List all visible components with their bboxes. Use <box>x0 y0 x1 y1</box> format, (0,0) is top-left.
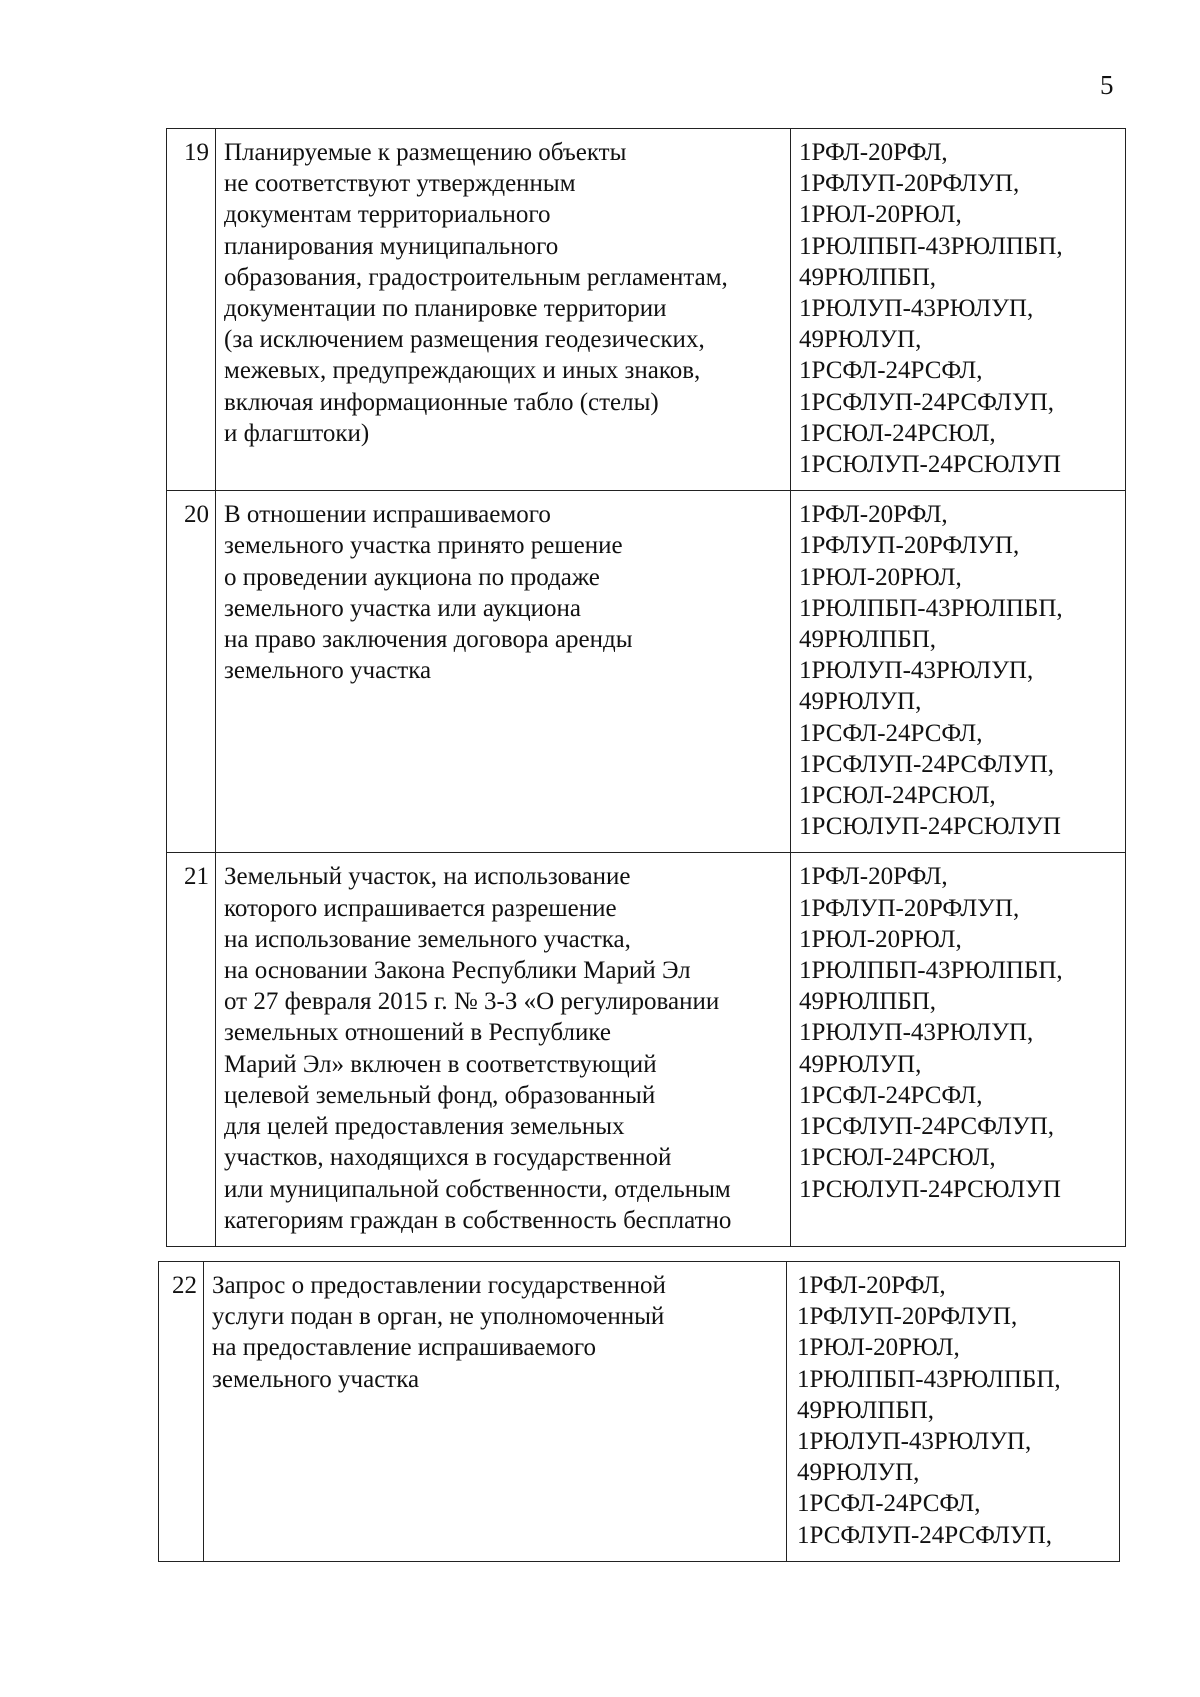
code-line: 1РЮЛ-20РЮЛ, <box>797 1334 960 1362</box>
description-line: услуги подан в орган, не уполномоченный <box>212 1303 665 1331</box>
row-description <box>204 1262 787 1562</box>
code-line: 1РСФЛ-24РСФЛ, <box>799 1081 983 1109</box>
description-line: земельного участка принято решение <box>224 532 623 560</box>
code-line: 49РЮЛУП, <box>797 1459 920 1487</box>
code-line: 1РСФЛ-24РСФЛ, <box>797 1490 981 1518</box>
grounds-table-continued <box>158 1261 1120 1562</box>
description-line: на право заключения договора аренды <box>224 626 633 654</box>
description-line: Марий Эл» включен в соответствующий <box>224 1050 657 1078</box>
row-number: 20 <box>167 491 216 853</box>
description-line: на использование земельного участка, <box>224 925 631 953</box>
code-line: 1РСФЛУП-24РСФЛУП, <box>799 388 1055 416</box>
code-line: 1РФЛУП-20РФЛУП, <box>799 894 1020 922</box>
code-line: 1РФЛУП-20РФЛУП, <box>799 532 1020 560</box>
description-line: земельного участка <box>224 657 432 685</box>
code-line: 1РЮЛУП-43РЮЛУП, <box>799 295 1034 323</box>
description-line: образования, градостроительным регламентам, <box>224 263 728 291</box>
code-line: 1РСФЛ-24РСФЛ, <box>799 357 983 385</box>
code-line: 1РЮЛПБП-43РЮЛПБП, <box>799 594 1063 622</box>
code-line: 1РФЛУП-20РФЛУП, <box>797 1303 1018 1331</box>
code-line: 1РСЮЛ-24РСЮЛ, <box>799 782 996 810</box>
row-description <box>216 129 791 491</box>
description-line: категориям граждан в собственность бесплатно <box>224 1206 732 1234</box>
code-line: 1РСЮЛУП-24РСЮЛУП <box>799 451 1061 479</box>
description-line: В отношении испрашиваемого <box>224 501 551 529</box>
code-line: 49РЮЛУП, <box>799 1050 922 1078</box>
description-line: Земельный участок, на использование <box>224 863 631 891</box>
description-line: документации по планировке территории <box>224 295 667 323</box>
table-row-22 <box>159 1262 1120 1562</box>
page-number: 5 <box>1100 70 1114 100</box>
code-line: 1РСЮЛУП-24РСЮЛУП <box>799 813 1061 841</box>
row-number: 19 <box>167 129 216 491</box>
table-row-21 <box>167 853 1126 1246</box>
code-line: 1РЮЛ-20РЮЛ, <box>799 201 962 229</box>
row-number: 21 <box>167 853 216 1246</box>
row-codes <box>791 129 1126 491</box>
row-description <box>216 491 791 853</box>
code-line: 1РСФЛУП-24РСФЛУП, <box>799 1113 1055 1141</box>
code-line: 1РФЛ-20РФЛ, <box>799 139 948 166</box>
description-line: (за исключением размещения геодезических, <box>224 326 705 354</box>
code-line: 1РЮЛУП-43РЮЛУП, <box>799 657 1034 685</box>
description-line: Планируемые к размещению объекты <box>224 139 627 166</box>
row-codes <box>791 853 1126 1246</box>
code-line: 1РСФЛ-24РСФЛ, <box>799 719 983 747</box>
description-line: для целей предоставления земельных <box>224 1113 625 1141</box>
description-line: на основании Закона Республики Марий Эл <box>224 957 691 985</box>
description-line: на предоставление испрашиваемого <box>212 1334 596 1362</box>
description-line: включая информационные табло (стелы) <box>224 388 659 416</box>
description-line: земельных отношений в Республике <box>224 1019 611 1047</box>
code-line: 1РФЛ-20РФЛ, <box>799 863 948 891</box>
grounds-table <box>166 128 1126 1247</box>
description-line: целевой земельный фонд, образованный <box>224 1081 656 1109</box>
code-line: 49РЮЛУП, <box>799 326 922 354</box>
code-line: 1РСФЛУП-24РСФЛУП, <box>797 1521 1053 1549</box>
code-line: 1РЮЛУП-43РЮЛУП, <box>799 1019 1034 1047</box>
code-line: 49РЮЛПБП, <box>799 988 937 1016</box>
code-line: 1РЮЛ-20РЮЛ, <box>799 925 962 953</box>
code-line: 1РФЛУП-20РФЛУП, <box>799 170 1020 198</box>
description-line: земельного участка или аукциона <box>224 594 582 622</box>
code-line: 1РФЛ-20РФЛ, <box>797 1272 946 1299</box>
description-line: планирования муниципального <box>224 232 559 260</box>
row-description <box>216 853 791 1246</box>
code-line: 1РСЮЛ-24РСЮЛ, <box>799 419 996 447</box>
description-line: не соответствуют утвержденным <box>224 170 576 198</box>
code-line: 1РЮЛУП-43РЮЛУП, <box>797 1428 1032 1456</box>
row-codes <box>787 1262 1120 1562</box>
description-line: и флагштоки) <box>224 419 370 447</box>
code-line: 49РЮЛПБП, <box>799 626 937 654</box>
description-line: или муниципальной собственности, отдельным <box>224 1175 731 1203</box>
description-line: документам территориального <box>224 201 551 229</box>
description-line: участков, находящихся в государственной <box>224 1144 672 1172</box>
description-line: межевых, предупреждающих и иных знаков, <box>224 357 701 385</box>
code-line: 49РЮЛУП, <box>799 688 922 716</box>
description-line: которого испрашивается разрешение <box>224 894 617 922</box>
code-line: 1РФЛ-20РФЛ, <box>799 501 948 529</box>
table-row-19 <box>167 129 1126 491</box>
code-line: 1РЮЛПБП-43РЮЛПБП, <box>799 232 1063 260</box>
description-line: от 27 февраля 2015 г. № 3-З «О регулировании <box>224 988 720 1016</box>
code-line: 1РСФЛУП-24РСФЛУП, <box>799 750 1055 778</box>
code-line: 1РСЮЛУП-24РСЮЛУП <box>799 1175 1061 1203</box>
code-line: 49РЮЛПБП, <box>797 1396 935 1424</box>
code-line: 1РЮЛПБП-43РЮЛПБП, <box>797 1365 1061 1393</box>
code-line: 1РЮЛПБП-43РЮЛПБП, <box>799 957 1063 985</box>
row-number: 22 <box>159 1262 204 1562</box>
code-line: 1РСЮЛ-24РСЮЛ, <box>799 1144 996 1172</box>
table-row-20 <box>167 491 1126 853</box>
description-line: о проведении аукциона по продаже <box>224 563 600 591</box>
description-line: Запрос о предоставлении государственной <box>212 1272 666 1299</box>
code-line: 1РЮЛ-20РЮЛ, <box>799 563 962 591</box>
code-line: 49РЮЛПБП, <box>799 263 937 291</box>
row-codes <box>791 491 1126 853</box>
description-line: земельного участка <box>212 1365 420 1393</box>
